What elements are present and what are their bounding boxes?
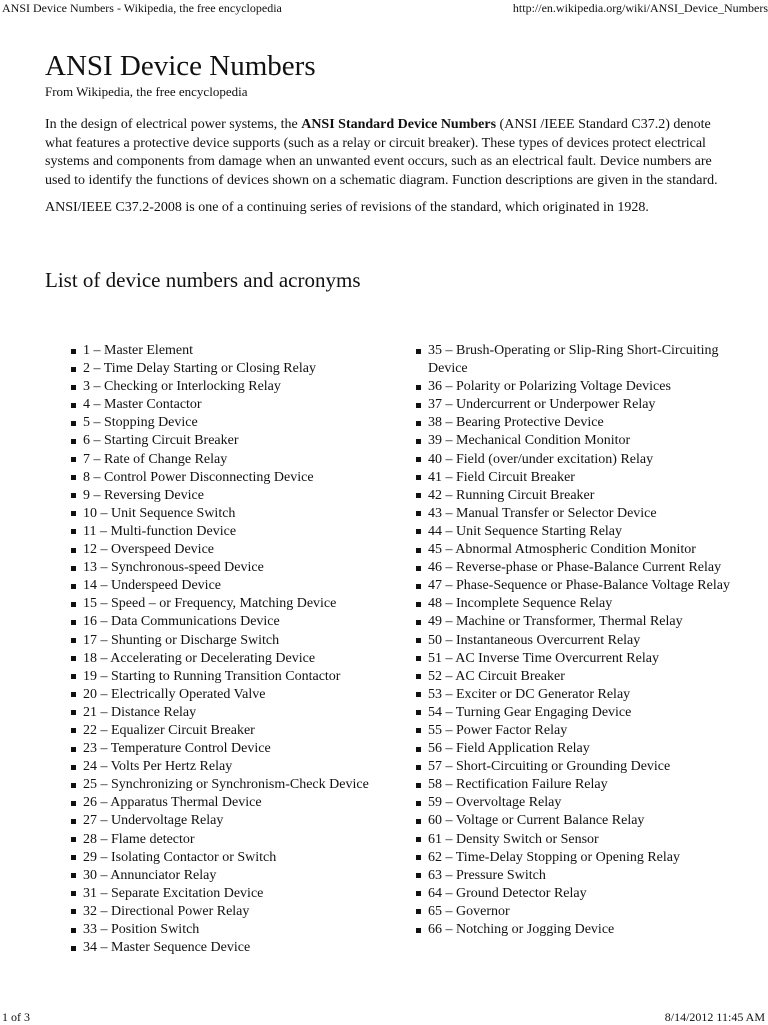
device-list-item: 8 – Control Power Disconnecting Device <box>71 469 401 487</box>
device-list-item: 13 – Synchronous-speed Device <box>71 559 401 577</box>
device-list-item: 12 – Overspeed Device <box>71 541 401 559</box>
device-list-item: 26 – Apparatus Thermal Device <box>71 794 401 812</box>
device-list-item: 5 – Stopping Device <box>71 414 401 432</box>
intro-paragraph <box>45 116 725 190</box>
device-list-item: 7 – Rate of Change Relay <box>71 451 401 469</box>
device-list-item: 57 – Short-Circuiting or Grounding Device <box>416 758 746 776</box>
page-title: ANSI Device Numbers <box>45 50 316 82</box>
device-list-item: 29 – Isolating Contactor or Switch <box>71 849 401 867</box>
device-list-item: 4 – Master Contactor <box>71 396 401 414</box>
device-list-item: 64 – Ground Detector Relay <box>416 885 746 903</box>
device-list-item: 41 – Field Circuit Breaker <box>416 469 746 487</box>
print-header-url: http://en.wikipedia.org/wiki/ANSI_Device_Numbers <box>512 1 768 15</box>
device-list-item: 45 – Abnormal Atmospheric Condition Monitor <box>416 541 746 559</box>
device-list-item: 32 – Directional Power Relay <box>71 903 401 921</box>
device-list-item: 17 – Shunting or Discharge Switch <box>71 632 401 650</box>
device-list-item: 66 – Notching or Jogging Device <box>416 921 746 939</box>
device-list-item: 16 – Data Communications Device <box>71 613 401 631</box>
device-list-item: 53 – Exciter or DC Generator Relay <box>416 686 746 704</box>
device-list-item: 28 – Flame detector <box>71 831 401 849</box>
device-list-item: 20 – Electrically Operated Valve <box>71 686 401 704</box>
device-list-item: 61 – Density Switch or Sensor <box>416 831 746 849</box>
device-list-item: 31 – Separate Excitation Device <box>71 885 401 903</box>
device-list-item: 46 – Reverse-phase or Phase-Balance Current Relay <box>416 559 746 577</box>
device-list-item: 36 – Polarity or Polarizing Voltage Devices <box>416 378 746 396</box>
section-heading: List of device numbers and acronyms <box>45 267 361 292</box>
intro-bold-term: ANSI Standard Device Numbers <box>301 117 497 132</box>
device-list-item: 34 – Master Sequence Device <box>71 939 401 957</box>
device-list-item: 1 – Master Element <box>71 342 401 360</box>
device-list-item: 35 – Brush-Operating or Slip-Ring Short-Circuiting Device <box>416 342 746 378</box>
device-list-item: 11 – Multi-function Device <box>71 523 401 541</box>
device-list-item: 39 – Mechanical Condition Monitor <box>416 432 746 450</box>
device-list-item: 56 – Field Application Relay <box>416 740 746 758</box>
device-list-item: 3 – Checking or Interlocking Relay <box>71 378 401 396</box>
device-list-item: 49 – Machine or Transformer, Thermal Relay <box>416 613 746 631</box>
device-list-item: 9 – Reversing Device <box>71 487 401 505</box>
device-list-item: 2 – Time Delay Starting or Closing Relay <box>71 360 401 378</box>
device-list-column-2 <box>416 342 746 939</box>
page-number: 1 of 3 <box>2 1010 30 1024</box>
device-list-column-1 <box>71 342 401 957</box>
device-list-item: 15 – Speed – or Frequency, Matching Device <box>71 595 401 613</box>
device-list-item: 62 – Time-Delay Stopping or Opening Relay <box>416 849 746 867</box>
device-list-item: 24 – Volts Per Hertz Relay <box>71 758 401 776</box>
page-subtitle: From Wikipedia, the free encyclopedia <box>45 84 248 99</box>
device-list-item: 58 – Rectification Failure Relay <box>416 776 746 794</box>
device-list-item: 47 – Phase-Sequence or Phase-Balance Voltage Relay <box>416 577 746 595</box>
device-list-item: 38 – Bearing Protective Device <box>416 414 746 432</box>
device-list-item: 44 – Unit Sequence Starting Relay <box>416 523 746 541</box>
intro-text-start: In the design of electrical power systems, the <box>45 117 302 132</box>
device-list-item: 10 – Unit Sequence Switch <box>71 505 401 523</box>
device-list-item: 25 – Synchronizing or Synchronism-Check Device <box>71 776 401 794</box>
device-list-item: 42 – Running Circuit Breaker <box>416 487 746 505</box>
device-list-item: 23 – Temperature Control Device <box>71 740 401 758</box>
print-datetime: 8/14/2012 11:45 AM <box>664 1010 765 1024</box>
device-list-item: 59 – Overvoltage Relay <box>416 794 746 812</box>
device-list-item: 37 – Undercurrent or Underpower Relay <box>416 396 746 414</box>
device-list-item: 27 – Undervoltage Relay <box>71 812 401 830</box>
intro-text-end: (ANSI /IEEE Standard C37.2) denote what features a protective device supports (such as a relay or circuit breaker). These types of devices protect electrical systems and components from damage when an unwanted event occurs, such as an electrical fault. Device numbers are used to identify the functions of devices shown on a schematic diagram. Function descriptions are given in the standard. <box>45 117 718 188</box>
device-list-item: 33 – Position Switch <box>71 921 401 939</box>
device-list-item: 18 – Accelerating or Decelerating Device <box>71 650 401 668</box>
device-list-item: 51 – AC Inverse Time Overcurrent Relay <box>416 650 746 668</box>
device-list-item: 52 – AC Circuit Breaker <box>416 668 746 686</box>
device-list-item: 63 – Pressure Switch <box>416 867 746 885</box>
device-list-item: 54 – Turning Gear Engaging Device <box>416 704 746 722</box>
device-list-item: 40 – Field (over/under excitation) Relay <box>416 451 746 469</box>
device-list-item: 14 – Underspeed Device <box>71 577 401 595</box>
revision-paragraph: ANSI/IEEE C37.2-2008 is one of a continuing series of revisions of the standard, which originated in 1928. <box>45 200 649 215</box>
device-list-item: 60 – Voltage or Current Balance Relay <box>416 812 746 830</box>
device-list-item: 19 – Starting to Running Transition Contactor <box>71 668 401 686</box>
device-list-item: 65 – Governor <box>416 903 746 921</box>
device-list-item: 43 – Manual Transfer or Selector Device <box>416 505 746 523</box>
article-content <box>45 48 730 956</box>
device-list-item: 22 – Equalizer Circuit Breaker <box>71 722 401 740</box>
device-list-item: 30 – Annunciator Relay <box>71 867 401 885</box>
device-list-item: 55 – Power Factor Relay <box>416 722 746 740</box>
print-header <box>0 0 768 16</box>
device-list-item: 21 – Distance Relay <box>71 704 401 722</box>
device-list-item: 48 – Incomplete Sequence Relay <box>416 595 746 613</box>
device-list-item: 50 – Instantaneous Overcurrent Relay <box>416 632 746 650</box>
device-list-item: 6 – Starting Circuit Breaker <box>71 432 401 450</box>
print-header-title: ANSI Device Numbers - Wikipedia, the free encyclopedia <box>2 1 282 15</box>
print-footer <box>0 1009 768 1025</box>
